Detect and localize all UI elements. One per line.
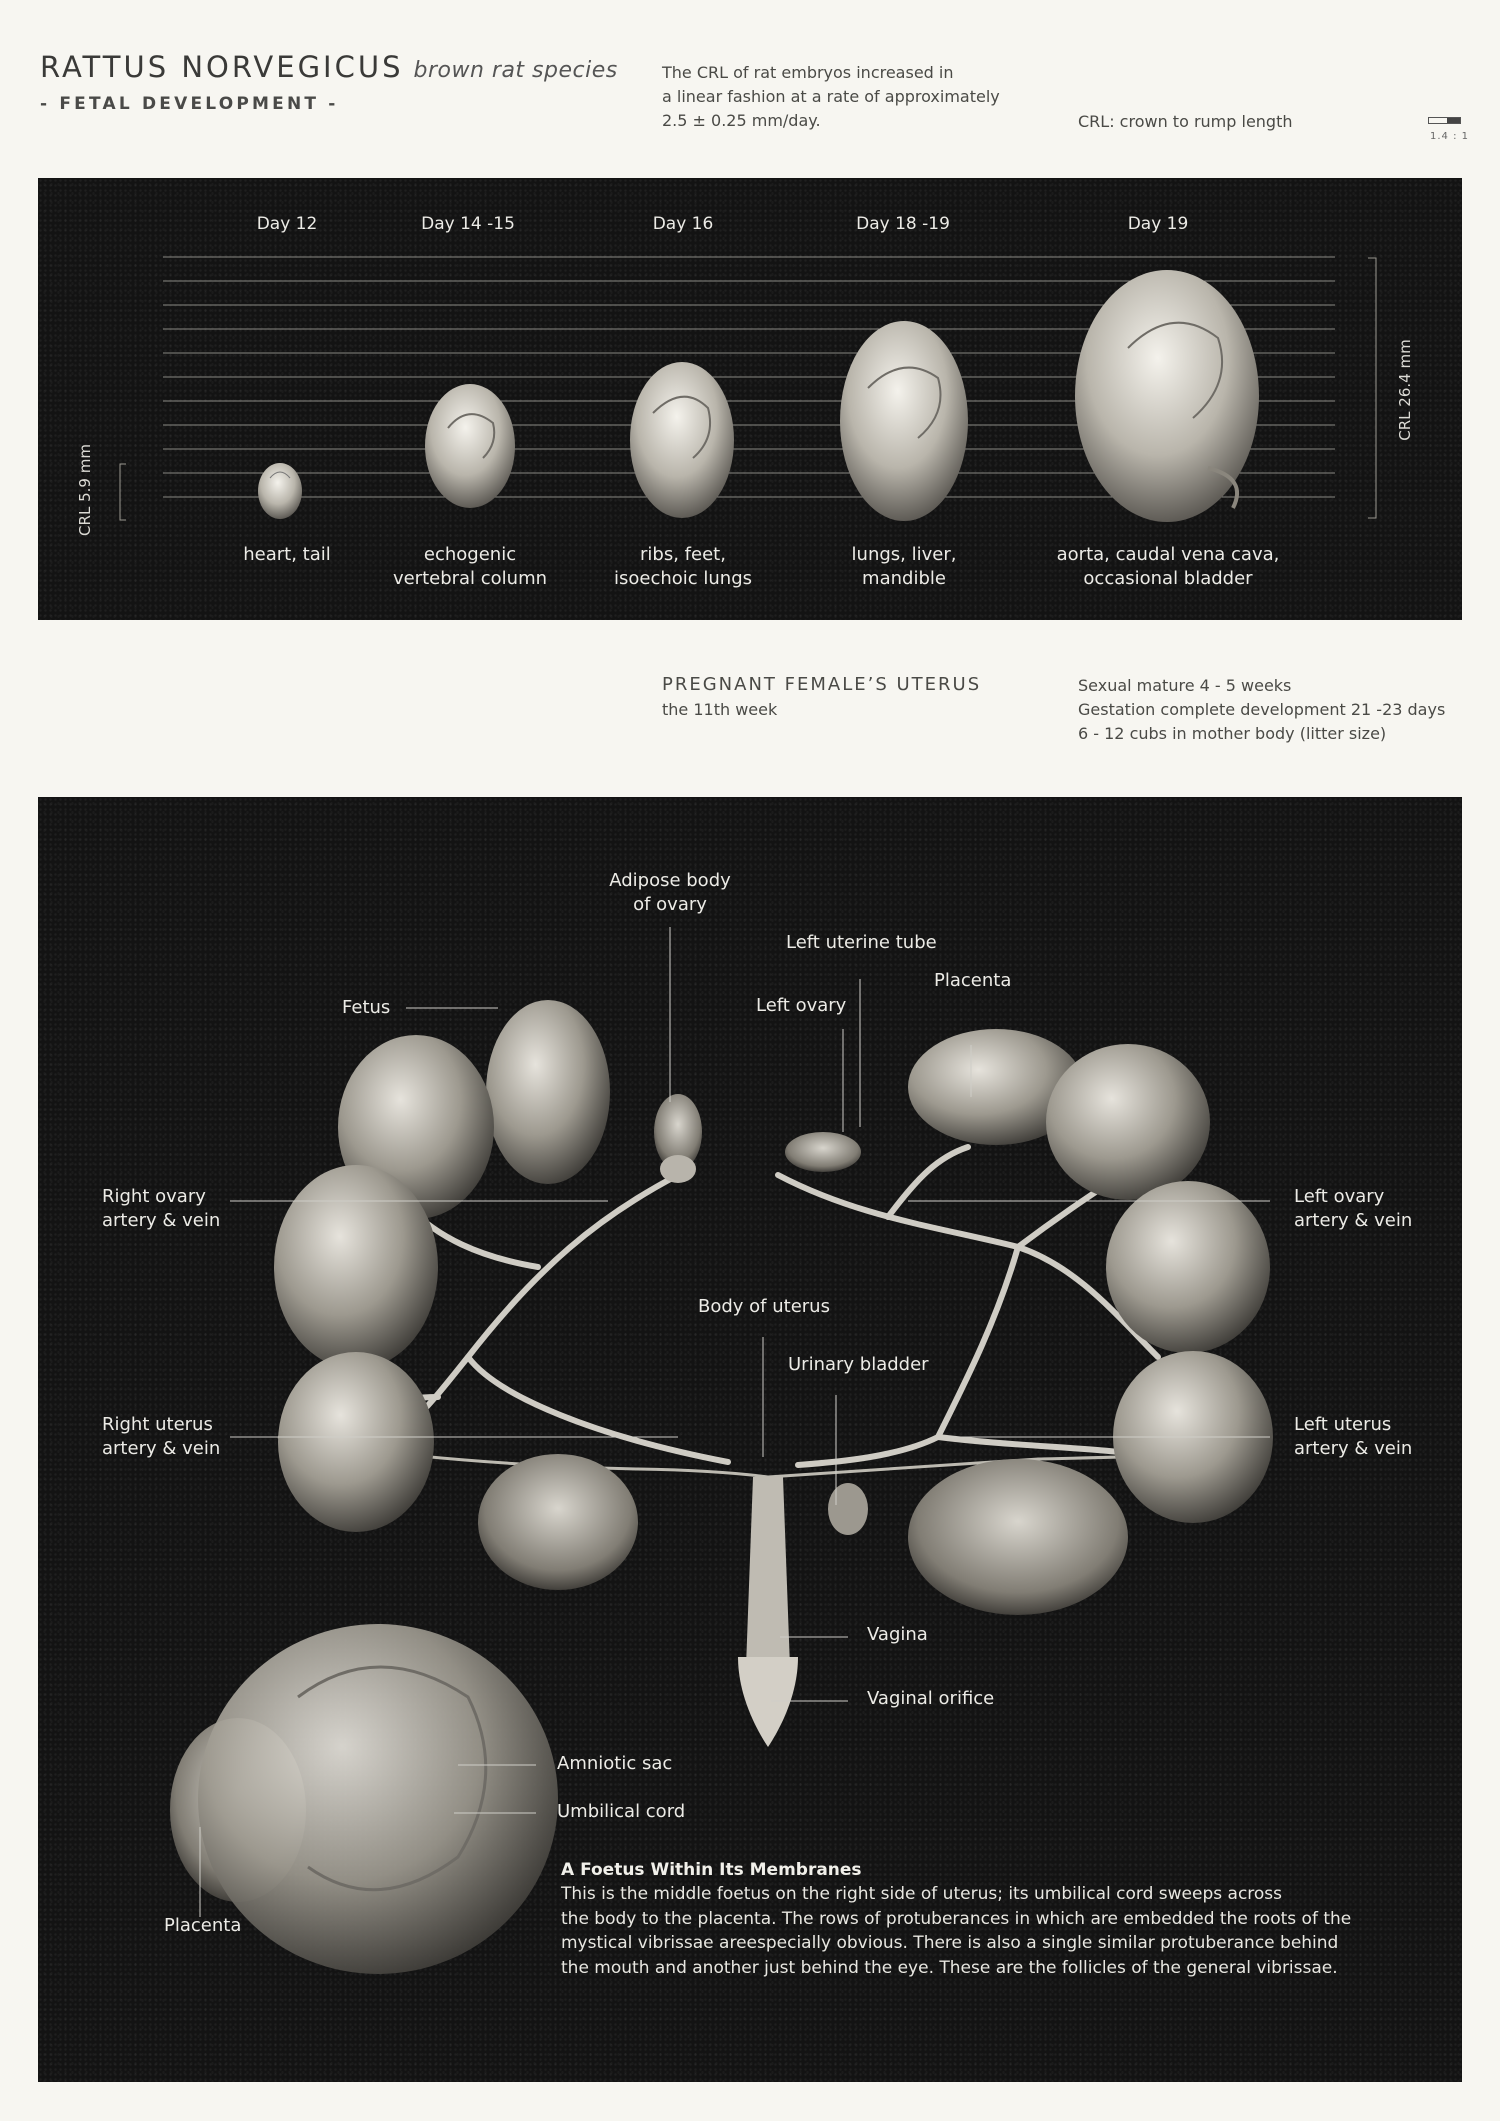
label-left-ovary-artery bbox=[1294, 1185, 1412, 1233]
label-line: artery & vein bbox=[1294, 1210, 1413, 1231]
embryo-day-16 bbox=[630, 362, 734, 518]
label-line: artery & vein bbox=[102, 1438, 221, 1459]
label-left-uterus-artery bbox=[1294, 1413, 1412, 1461]
latin-subtitle: brown rat species bbox=[413, 58, 618, 83]
left-ovary bbox=[785, 1132, 861, 1172]
urinary-bladder bbox=[828, 1483, 868, 1535]
label-line: artery & vein bbox=[102, 1210, 221, 1231]
embryo-day-12 bbox=[258, 463, 302, 519]
fetal-sac bbox=[274, 1165, 438, 1369]
vagina bbox=[738, 1657, 798, 1747]
stage-day-label: Day 16 bbox=[652, 214, 714, 234]
fetal-sac bbox=[478, 1454, 638, 1590]
caption-line: the body to the placenta. The rows of protuberances in which are embedded the roots of the bbox=[561, 1908, 1352, 1929]
foetus-caption bbox=[561, 1858, 1421, 1980]
scale-label: 1.4 : 1 bbox=[1430, 131, 1469, 142]
uterus-week: the 11th week bbox=[662, 700, 778, 719]
label-vaginal-orifice: Vaginal orifice bbox=[867, 1688, 995, 1709]
fetal-sac bbox=[278, 1352, 434, 1532]
fetal-development-panel bbox=[38, 178, 1462, 620]
caption-line: the mouth and another just behind the eye. These are the follicles of the general vibrissae. bbox=[561, 1957, 1338, 1978]
stage-day-label: Day 12 bbox=[256, 214, 318, 234]
label-left-uterine-tube: Left uterine tube bbox=[786, 932, 937, 953]
stage-feature-line: occasional bladder bbox=[1083, 568, 1253, 589]
label-body-of-uterus: Body of uterus bbox=[698, 1296, 830, 1317]
label-vagina: Vagina bbox=[867, 1624, 928, 1645]
adipose-body bbox=[660, 1155, 696, 1183]
label-line: Right uterus bbox=[102, 1414, 213, 1435]
stage-features bbox=[197, 543, 377, 567]
fetal-sac bbox=[1046, 1044, 1210, 1200]
label-line: Adipose body bbox=[609, 870, 731, 891]
fetal-sac bbox=[1106, 1181, 1270, 1353]
species-name: RATTUS NORVEGICUS bbox=[40, 50, 404, 84]
amniotic-sac-drawing bbox=[198, 1624, 558, 1974]
caption-title: A Foetus Within Its Membranes bbox=[561, 1860, 862, 1880]
stage-features bbox=[804, 543, 1004, 591]
label-placenta: Placenta bbox=[934, 970, 1012, 991]
label-right-uterus-artery bbox=[102, 1413, 220, 1461]
facts-list bbox=[1078, 674, 1445, 746]
stage-features bbox=[1038, 543, 1298, 591]
stage-day-label: Day 14 -15 bbox=[421, 214, 515, 234]
label-line: of ovary bbox=[633, 894, 707, 915]
stage-feature-line: mandible bbox=[862, 568, 946, 589]
stage-feature-line: ribs, feet, bbox=[640, 544, 726, 565]
section-heading: - FETAL DEVELOPMENT - bbox=[40, 94, 339, 114]
crl-intro-line: 2.5 ± 0.25 mm/day. bbox=[662, 111, 821, 130]
fact-item: Sexual mature 4 - 5 weeks bbox=[1078, 676, 1292, 695]
label-line: Right ovary bbox=[102, 1186, 206, 1207]
crl-intro-line: The CRL of rat embryos increased in bbox=[662, 63, 954, 82]
fact-item: 6 - 12 cubs in mother body (litter size) bbox=[1078, 724, 1387, 743]
label-line: Left ovary bbox=[1294, 1186, 1385, 1207]
label-left-ovary: Left ovary bbox=[756, 995, 847, 1016]
caption-body bbox=[561, 1882, 1421, 1980]
crl-definition: CRL: crown to rump length bbox=[1078, 112, 1293, 131]
uterus-title: PREGNANT FEMALE’S UTERUS bbox=[662, 674, 982, 695]
stage-features bbox=[583, 543, 783, 591]
label-right-ovary-artery bbox=[102, 1185, 220, 1233]
label-umbilical-cord: Umbilical cord bbox=[557, 1801, 686, 1822]
label-line: artery & vein bbox=[1294, 1438, 1413, 1459]
embryo-day-19 bbox=[1075, 270, 1259, 522]
fetal-sac bbox=[486, 1000, 610, 1184]
stage-feature-line: heart, tail bbox=[243, 544, 331, 565]
page-title bbox=[40, 50, 618, 84]
fact-item: Gestation complete development 21 -23 days bbox=[1078, 700, 1446, 719]
label-urinary-bladder: Urinary bladder bbox=[788, 1354, 929, 1375]
label-placenta-bottom: Placenta bbox=[164, 1915, 242, 1936]
label-adipose-body bbox=[590, 869, 750, 917]
stage-features bbox=[370, 543, 570, 591]
body-of-uterus bbox=[746, 1477, 790, 1667]
stage-feature-line: lungs, liver, bbox=[851, 544, 957, 565]
crl-max-label: CRL 26.4 mm bbox=[1396, 339, 1414, 441]
stage-feature-line: echogenic bbox=[423, 544, 517, 565]
embryo-day-18-19 bbox=[840, 321, 968, 521]
caption-line: mystical vibrissae areespecially obvious. There is also a single similar protuberance behind bbox=[561, 1933, 1339, 1953]
stage-day-label: Day 19 bbox=[1127, 214, 1189, 234]
crl-min-bracket bbox=[120, 464, 126, 520]
label-fetus: Fetus bbox=[342, 997, 391, 1018]
crl-max-bracket bbox=[1368, 258, 1376, 518]
embryo-day-14-15 bbox=[425, 384, 515, 508]
stage-feature-line: vertebral column bbox=[392, 568, 548, 589]
stage-day-label: Day 18 -19 bbox=[856, 214, 950, 234]
crl-intro-line: a linear fashion at a rate of approximately bbox=[662, 87, 1000, 106]
scale-bar bbox=[1428, 117, 1461, 124]
label-amniotic-sac: Amniotic sac bbox=[557, 1753, 673, 1774]
caption-line: This is the middle foetus on the right side of uterus; its umbilical cord sweeps across bbox=[561, 1884, 1283, 1904]
stage-feature-line: aorta, caudal vena cava, bbox=[1056, 544, 1280, 565]
crl-min-label: CRL 5.9 mm bbox=[76, 444, 94, 536]
crl-intro-text bbox=[662, 61, 1022, 133]
stage-feature-line: isoechoic lungs bbox=[613, 568, 753, 589]
label-line: Left uterus bbox=[1294, 1414, 1392, 1435]
fetal-sac bbox=[908, 1459, 1128, 1615]
